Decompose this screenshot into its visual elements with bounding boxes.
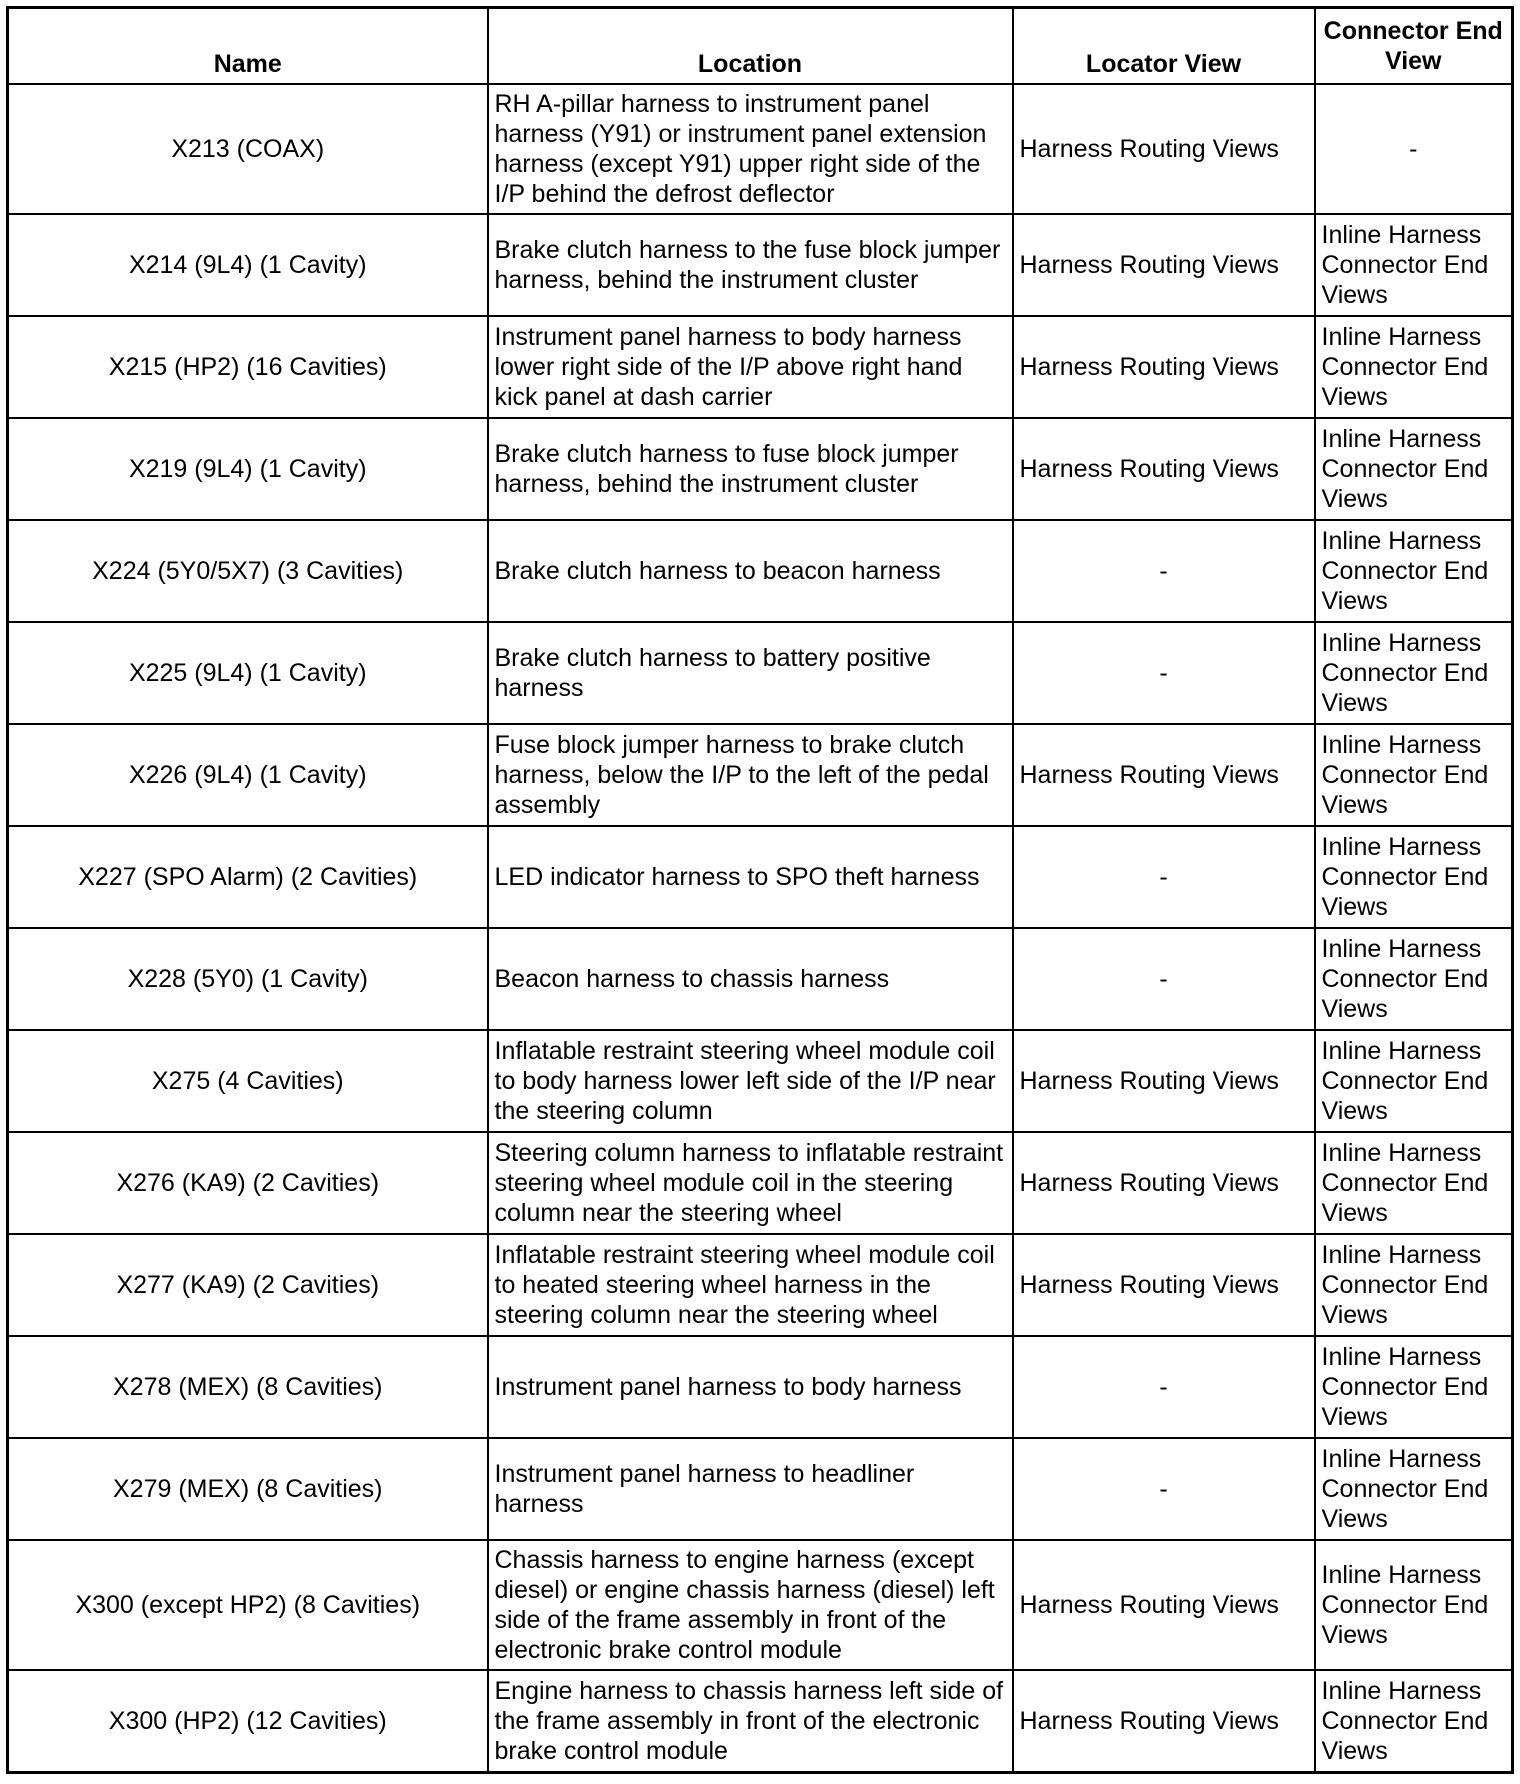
header-locator-view: Locator View — [1013, 8, 1315, 85]
cell-locator-view: - — [1013, 928, 1315, 1030]
cell-locator-view: Harness Routing Views — [1013, 84, 1315, 214]
table-row — [8, 1234, 1513, 1336]
cell-locator-view: - — [1013, 1438, 1315, 1540]
cell-connector-end-view: Inline Harness Connector End Views — [1315, 520, 1513, 622]
cell-name: X276 (KA9) (2 Cavities) — [8, 1132, 488, 1234]
cell-name: X215 (HP2) (16 Cavities) — [8, 316, 488, 418]
cell-location: Engine harness to chassis harness left side of the frame assembly in front of the electronic brake control module — [488, 1670, 1013, 1773]
table-row — [8, 826, 1513, 928]
table-row — [8, 520, 1513, 622]
cell-name: X225 (9L4) (1 Cavity) — [8, 622, 488, 724]
cell-name: X275 (4 Cavities) — [8, 1030, 488, 1132]
table-row — [8, 1132, 1513, 1234]
cell-locator-view: Harness Routing Views — [1013, 724, 1315, 826]
cell-connector-end-view: Inline Harness Connector End Views — [1315, 1132, 1513, 1234]
cell-connector-end-view: Inline Harness Connector End Views — [1315, 928, 1513, 1030]
cell-connector-end-view: - — [1315, 84, 1513, 214]
cell-connector-end-view: Inline Harness Connector End Views — [1315, 418, 1513, 520]
table-row — [8, 418, 1513, 520]
table-row — [8, 928, 1513, 1030]
cell-name: X213 (COAX) — [8, 84, 488, 214]
table-row — [8, 84, 1513, 214]
cell-locator-view: Harness Routing Views — [1013, 1030, 1315, 1132]
header-row — [8, 8, 1513, 85]
cell-connector-end-view: Inline Harness Connector End Views — [1315, 1234, 1513, 1336]
cell-locator-view: Harness Routing Views — [1013, 1670, 1315, 1773]
cell-connector-end-view: Inline Harness Connector End Views — [1315, 724, 1513, 826]
cell-connector-end-view: Inline Harness Connector End Views — [1315, 214, 1513, 316]
cell-location: Instrument panel harness to body harness — [488, 1336, 1013, 1438]
cell-locator-view: - — [1013, 826, 1315, 928]
connector-table — [6, 6, 1514, 1774]
table-row — [8, 724, 1513, 826]
cell-connector-end-view: Inline Harness Connector End Views — [1315, 1438, 1513, 1540]
table-row — [8, 214, 1513, 316]
cell-location: Brake clutch harness to fuse block jumper harness, behind the instrument cluster — [488, 418, 1013, 520]
cell-location: Instrument panel harness to body harness lower right side of the I/P above right hand kick panel at dash carrier — [488, 316, 1013, 418]
cell-name: X300 (HP2) (12 Cavities) — [8, 1670, 488, 1773]
table-row — [8, 622, 1513, 724]
table-row — [8, 1438, 1513, 1540]
cell-locator-view: - — [1013, 520, 1315, 622]
cell-locator-view: Harness Routing Views — [1013, 214, 1315, 316]
cell-connector-end-view: Inline Harness Connector End Views — [1315, 1336, 1513, 1438]
cell-location: RH A-pillar harness to instrument panel harness (Y91) or instrument panel extension harness (except Y91) upper right side of the I/P behind the defrost deflector — [488, 84, 1013, 214]
cell-location: Steering column harness to inflatable restraint steering wheel module coil in the steering column near the steering wheel — [488, 1132, 1013, 1234]
header-location: Location — [488, 8, 1013, 85]
table-row — [8, 1670, 1513, 1773]
cell-name: X277 (KA9) (2 Cavities) — [8, 1234, 488, 1336]
cell-name: X278 (MEX) (8 Cavities) — [8, 1336, 488, 1438]
cell-locator-view: Harness Routing Views — [1013, 1132, 1315, 1234]
cell-location: Chassis harness to engine harness (except diesel) or engine chassis harness (diesel) left side of the frame assembly in front of the electronic brake control module — [488, 1540, 1013, 1670]
cell-location: Brake clutch harness to battery positive harness — [488, 622, 1013, 724]
cell-location: Instrument panel harness to headliner harness — [488, 1438, 1013, 1540]
table-row — [8, 1540, 1513, 1670]
cell-name: X226 (9L4) (1 Cavity) — [8, 724, 488, 826]
cell-connector-end-view: Inline Harness Connector End Views — [1315, 1030, 1513, 1132]
cell-name: X224 (5Y0/5X7) (3 Cavities) — [8, 520, 488, 622]
cell-location: Fuse block jumper harness to brake clutch harness, below the I/P to the left of the pedal assembly — [488, 724, 1013, 826]
cell-location: Brake clutch harness to beacon harness — [488, 520, 1013, 622]
cell-locator-view: Harness Routing Views — [1013, 1540, 1315, 1670]
cell-location: Inflatable restraint steering wheel module coil to body harness lower left side of the I/P near the steering column — [488, 1030, 1013, 1132]
cell-name: X219 (9L4) (1 Cavity) — [8, 418, 488, 520]
cell-connector-end-view: Inline Harness Connector End Views — [1315, 316, 1513, 418]
cell-name: X279 (MEX) (8 Cavities) — [8, 1438, 488, 1540]
cell-name: X300 (except HP2) (8 Cavities) — [8, 1540, 488, 1670]
cell-connector-end-view: Inline Harness Connector End Views — [1315, 826, 1513, 928]
cell-locator-view: - — [1013, 622, 1315, 724]
table-row — [8, 1336, 1513, 1438]
cell-connector-end-view: Inline Harness Connector End Views — [1315, 622, 1513, 724]
cell-location: Brake clutch harness to the fuse block jumper harness, behind the instrument cluster — [488, 214, 1013, 316]
cell-locator-view: - — [1013, 1336, 1315, 1438]
cell-name: X214 (9L4) (1 Cavity) — [8, 214, 488, 316]
cell-connector-end-view: Inline Harness Connector End Views — [1315, 1670, 1513, 1773]
header-name: Name — [8, 8, 488, 85]
cell-name: X228 (5Y0) (1 Cavity) — [8, 928, 488, 1030]
header-connector-end-view: Connector End View — [1315, 8, 1513, 85]
cell-location: Beacon harness to chassis harness — [488, 928, 1013, 1030]
cell-location: LED indicator harness to SPO theft harness — [488, 826, 1013, 928]
cell-locator-view: Harness Routing Views — [1013, 316, 1315, 418]
table-row — [8, 316, 1513, 418]
cell-name: X227 (SPO Alarm) (2 Cavities) — [8, 826, 488, 928]
table-row — [8, 1030, 1513, 1132]
cell-location: Inflatable restraint steering wheel module coil to heated steering wheel harness in the steering column near the steering wheel — [488, 1234, 1013, 1336]
cell-locator-view: Harness Routing Views — [1013, 1234, 1315, 1336]
cell-connector-end-view: Inline Harness Connector End Views — [1315, 1540, 1513, 1670]
cell-locator-view: Harness Routing Views — [1013, 418, 1315, 520]
